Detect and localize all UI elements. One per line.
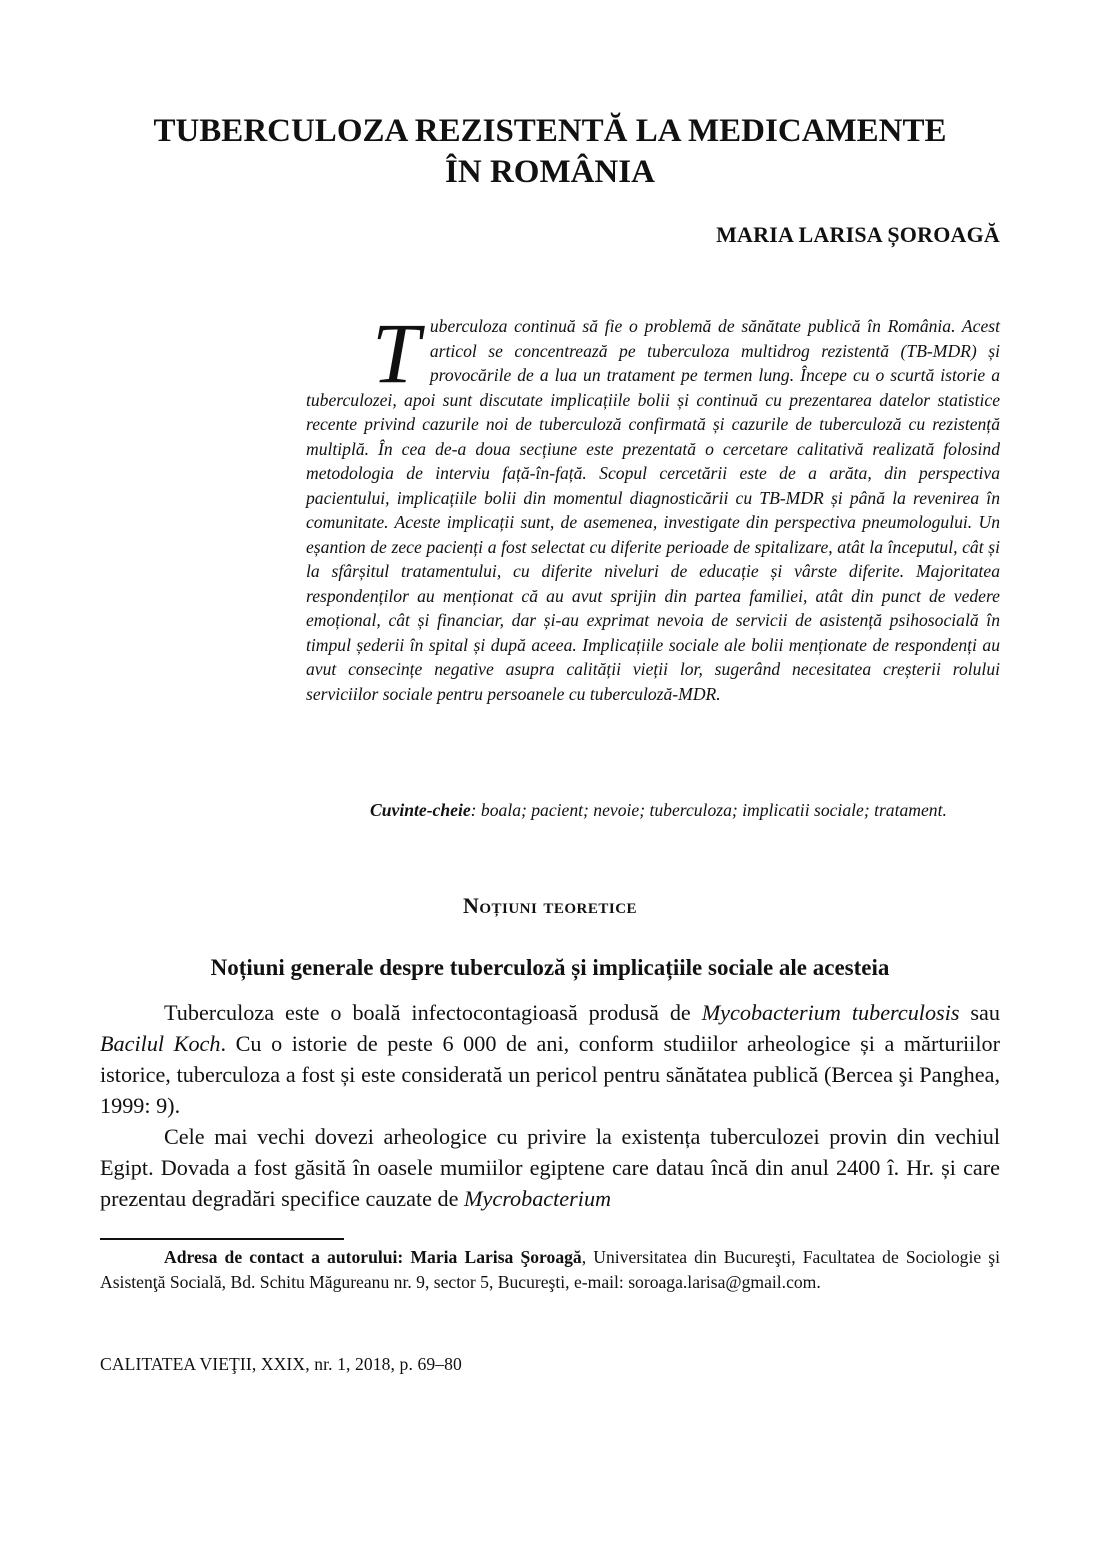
author-name: MARIA LARISA ȘOROAGĂ: [716, 222, 1000, 247]
article-title-line-1: TUBERCULOZA REZISTENTĂ LA MEDICAMENTE: [153, 113, 947, 149]
abstract-text: uberculoza continuă să fie o problemă de sănătate publică în România. Acest articol se concentrează pe tuberculoza multidrog rezistentă (TB-MDR) și provocările de a lua un tratament pe termen lung. Începe cu o scurtă istorie a tuberculozei, apoi sunt discutate implicațiile bolii și continuă cu prezentarea datelor statistice recente privind cazurile noi de tuberculoză confirmată și cazurile de tuberculoză cu rezistență multiplă. În cea de-a doua secțiune este prezentată o cercetare calitativă realizată folosind metodologia de interviu față-în-față. Scopul cercetării este de a arăta, din perspectiva pacientului, implicațiile bolii din momentul diagnosticării cu TB-MDR și până la revenirea în comunitate. Aceste implicații sunt, de asemenea, investigate din perspectiva pneumologului. Un eșantion de zece pacienți a fost selectat cu diferite perioade de spitalizare, atât la începutul, cât și la sfârșitul tratamentului, cu diferite niveluri de educație și vârste diferite. Majoritatea respondenților au menționat că au avut sprijin din partea familiei, atât din punct de vedere emoțional, cât și financiar, dar și-au exprimat nevoia de servicii de asistență psihosocială în timpul șederii în spital și după aceea. Implicațiile sociale ale bolii menționate de respondenți au avut consecințe negative asupra calității vieții lor, sugerând necesitatea creșterii rolului serviciilor sociale pentru persoanele cu tuberculoză-MDR.: [306, 316, 1000, 704]
journal-reference: CALITATEA VIEŢII, XXIX, nr. 1, 2018, p. 69–80: [100, 1354, 462, 1374]
body-text: [100, 997, 1000, 1214]
body-p2-text-a: Cele mai vechi dovezi arheologice cu privire la existența tuberculozei provin din vechiul Egipt. Dovada a fost găsită în oasele mumiilor egiptene care datau încă din anul 2400 î. Hr. și care prezentau degradări specifice cauzate de: [100, 1124, 1000, 1211]
abstract-dropcap: T: [372, 305, 420, 401]
keywords-text: : boala; pacient; nevoie; tuberculoza; implicatii sociale; tratament.: [470, 800, 947, 820]
body-p1-italic-1: Mycobacterium tuberculosis: [701, 1000, 960, 1025]
article-title: [100, 111, 1000, 193]
keywords-label: Cuvinte-cheie: [370, 800, 471, 820]
footnote-label: Adresa de contact a autorului:: [164, 1247, 404, 1267]
section-heading: Noțiuni teoretice: [462, 893, 638, 918]
footnote-divider: [100, 1238, 344, 1240]
body-p2-italic-1: Mycrobacterium: [464, 1186, 612, 1211]
body-paragraph-2: [100, 1121, 1000, 1214]
footnote-author-name: Maria Larisa Şoroagă: [410, 1247, 582, 1267]
abstract: [306, 305, 1000, 706]
footnote-text: , Universitatea din Bucureşti, Facultatea de Sociologie şi Asistenţă Socială, Bd. Schitu Măgureanu nr. 9, sector 5, Bucureşti, e-mail: soroaga.larisa@gmail.com.: [100, 1247, 1001, 1292]
body-p1-italic-2: Bacilul Koch: [100, 1031, 221, 1056]
body-p1-text-c: . Cu o istorie de peste 6 000 de ani, conform studiilor arheologice și a mărturiilor istorice, tuberculoza a fost și este considerată un pericol pentru sănătatea publică (Bercea şi Panghea, 1999: 9).: [100, 1031, 1000, 1118]
footnote: [100, 1245, 1000, 1295]
keywords: [306, 798, 1000, 823]
body-paragraph-1: [100, 997, 1000, 1121]
article-title-line-2: ÎN ROMÂNIA: [445, 154, 655, 190]
body-p1-text-a: Tuberculoza este o boală infectocontagioasă produsă de: [164, 1000, 702, 1025]
body-p1-text-b: sau: [959, 1000, 1000, 1025]
subsection-heading: Noțiuni generale despre tuberculoză și implicațiile sociale ale acesteia: [210, 955, 890, 980]
